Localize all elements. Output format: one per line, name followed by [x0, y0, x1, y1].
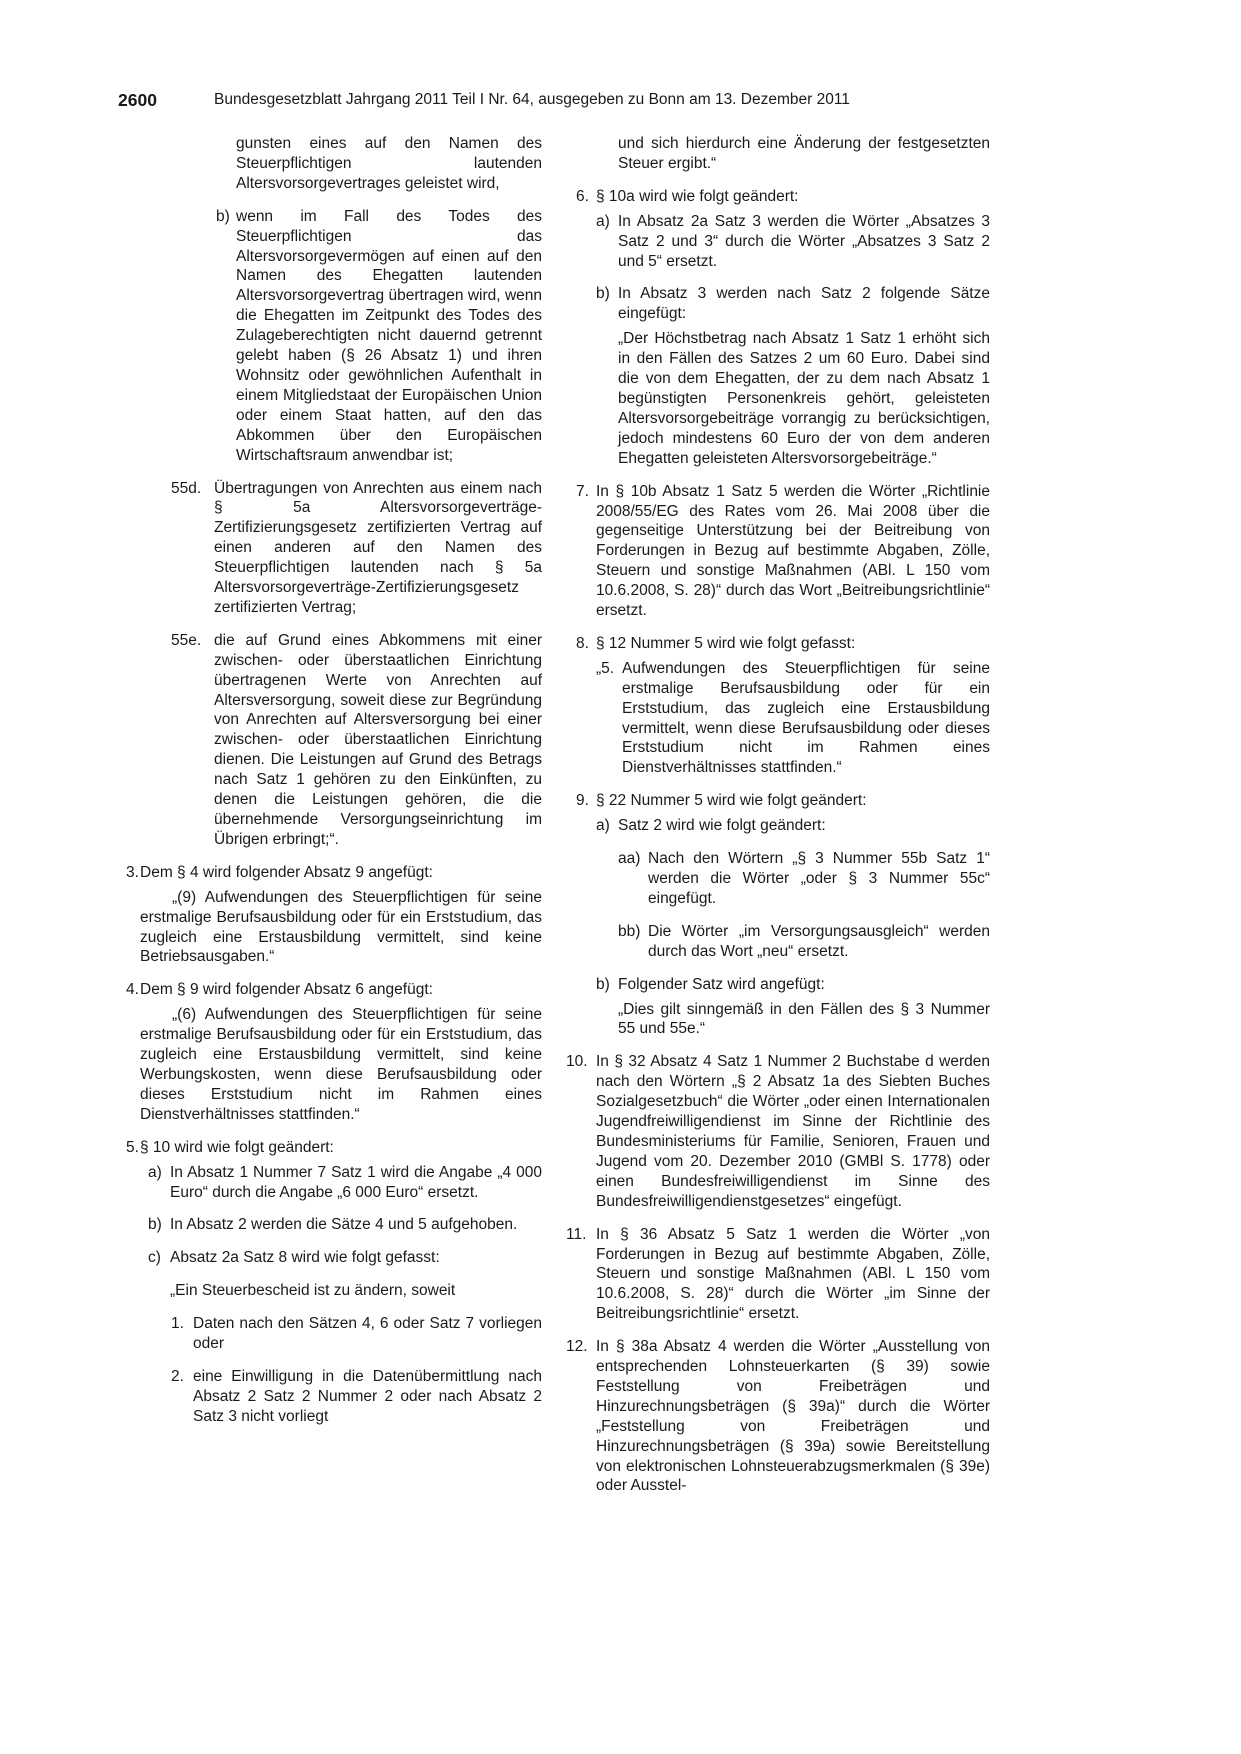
- list-marker: 55d.: [171, 479, 202, 497]
- list-item-text: In Absatz 1 Nummer 7 Satz 1 wird die Angabe „4 000 Euro“ durch die Angabe „6 000 Euro“ ersetzt.: [170, 1163, 542, 1201]
- page-number: 2600: [118, 90, 157, 110]
- paragraph-text: gunsten eines auf den Namen des Steuerpflichtigen lautenden Altersvorsorgevertrages geleistet wird,: [236, 135, 542, 192]
- list-marker: a): [596, 817, 610, 835]
- list-marker: a): [596, 212, 610, 230]
- continuation-paragraph: [566, 134, 990, 174]
- list-marker: bb): [618, 922, 641, 940]
- list-marker: 12.: [566, 1338, 588, 1356]
- list-marker: c): [148, 1249, 161, 1267]
- list-item-text: eine Einwilligung in die Datenübermittlung nach Absatz 2 Satz 2 Nummer 2 oder nach Absatz 2 Satz 3 nicht vorliegt: [193, 1367, 542, 1425]
- list-item-text: Satz 2 wird wie folgt geändert:: [618, 817, 826, 835]
- list-item-text: wenn im Fall des Todes des Steuerpflichtigen das Altersvorsorgevermögen auf einen auf den Namen des Ehegatten lautenden Altersvorsorgevertrag übertragen wird, wenn die Ehegatten im Zeitpunkt des Todes des Zulageberechtigten nicht dauernd getrennt gelebt haben (§ 26 Absatz 1) und ihren Wohnsitz oder gewöhnlichen Aufenthalt in einem Mitgliedstaat der Europäischen Union oder einem Staat hatten, auf den das Abkommen über den Europäischen Wirtschaftsraum anwendbar ist;: [236, 207, 542, 464]
- list-item-text: § 12 Nummer 5 wird wie folgt gefasst:: [596, 634, 856, 652]
- list-marker: 9.: [576, 792, 589, 810]
- list-item-text: In Absatz 3 werden nach Satz 2 folgende Sätze eingefügt:: [618, 285, 990, 323]
- list-item-text: Folgender Satz wird angefügt:: [618, 975, 825, 993]
- list-item-5c: [118, 1248, 542, 1268]
- list-marker: 10.: [566, 1053, 588, 1071]
- list-item-6a: [566, 212, 990, 272]
- quote-text: „(9) Aufwendungen des Steuerpflichtigen für seine erstmalige Berufsausbildung oder für ein Erststudium, das zugleich eine Erstausbildung vermittelt, sind keine Betriebsausgaben.“: [140, 888, 542, 966]
- list-item-5c-1: [118, 1314, 542, 1354]
- list-item-9b: [566, 975, 990, 995]
- quoted-amendment: [118, 1281, 542, 1301]
- list-marker: 7.: [576, 482, 589, 500]
- list-item-5a: [118, 1163, 542, 1203]
- list-item-6: [566, 187, 990, 207]
- list-item-5: [118, 1138, 542, 1158]
- list-item-text: In § 36 Absatz 5 Satz 1 werden die Wörter „von Forderungen in Bezug auf bestimmte Abgaben, Zölle, Steuern und sonstige Maßnahmen (ABl. L 150 vom 10.6.2008, S. 28)“ durch die Wörter „im Sinne der Beitreibungsrichtlinie“ ersetzt.: [596, 1225, 990, 1323]
- list-marker: „5.: [596, 659, 615, 677]
- list-item-6b: [566, 284, 990, 324]
- list-marker: 3.: [126, 863, 139, 881]
- list-item-3: [118, 863, 542, 883]
- list-item-text: § 10a wird wie folgt geändert:: [596, 187, 799, 205]
- list-item-12: [566, 1337, 990, 1496]
- list-item-55e: [118, 631, 542, 850]
- list-marker: b): [596, 285, 610, 303]
- list-marker: 6.: [576, 187, 589, 205]
- list-item-55d: [118, 479, 542, 618]
- list-item-text: In § 10b Absatz 1 Satz 5 werden die Wörter „Richtlinie 2008/55/EG des Rates vom 26. Mai 2008 über die gegenseitige Unterstützung bei der Beitreibung von Forderungen in Bezug auf bestimmte Abgaben, Zölle, Steuern und sonstige Maßnahmen (ABl. L 150 vom 10.6.2008, S. 28)“ durch das Wort „Beitreibungsrichtlinie“ ersetzt.: [596, 482, 990, 620]
- list-item-text: § 22 Nummer 5 wird wie folgt geändert:: [596, 792, 867, 810]
- continuation-paragraph: [118, 134, 542, 194]
- list-item-4: [118, 980, 542, 1000]
- list-marker: aa): [618, 850, 641, 868]
- quote-text: „Ein Steuerbescheid ist zu ändern, soweit: [170, 1282, 456, 1300]
- quoted-amendment: [118, 1005, 542, 1124]
- list-item-text: Übertragungen von Anrechten aus einem nach § 5a Altersvorsorgeverträge-Zertifizierungsgesetz zertifizierten Vertrag auf einen anderen auf den Namen des Steuerpflichtigen lautenden nach § 5a Altersvorsorgeverträge-Zertifizierungsgesetz zertifizierten Vertrag;: [214, 479, 542, 616]
- quote-text: „Dies gilt sinngemäß in den Fällen des § 3 Nummer 55 und 55e.“: [618, 1000, 990, 1038]
- page-header: [118, 90, 998, 114]
- list-item-8: [566, 634, 990, 654]
- list-item-9aa: [566, 849, 990, 909]
- list-item-text: Die Wörter „im Versorgungsausgleich“ werden durch das Wort „neu“ ersetzt.: [648, 922, 990, 960]
- list-item-text: Dem § 9 wird folgender Absatz 6 angefügt:: [140, 981, 433, 999]
- quoted-amendment: [566, 329, 990, 468]
- list-marker: 4.: [126, 981, 139, 999]
- quote-text: Aufwendungen des Steuerpflichtigen für seine erstmalige Berufsausbildung oder für ein Erststudium, das zugleich eine Erstausbildung vermittelt, wenn diese Berufsausbildung oder dieses Erststudium nicht im Rahmen eines Dienstverhältnisses stattfinden.“: [622, 659, 990, 777]
- list-item-b: [118, 207, 542, 466]
- list-marker: b): [148, 1216, 162, 1234]
- list-marker: 2.: [171, 1367, 184, 1385]
- list-marker: b): [216, 207, 230, 225]
- paragraph-text: und sich hierdurch eine Änderung der festgesetzten Steuer ergibt.“: [618, 135, 990, 172]
- list-item-text: Dem § 4 wird folgender Absatz 9 angefügt:: [140, 863, 433, 881]
- list-item-text: die auf Grund eines Abkommens mit einer zwischen- oder überstaatlichen Einrichtung übertragenen Werte von Anrechten auf Altersversorgung, soweit diese zur Begründung von Anrechten auf Altersversorgung bei einer zwischen- oder überstaatlichen Einrichtung dienen. Die Leistungen auf Grund des Betrags nach Satz 1 gehören zu den Einkünften, zu denen die Leistungen gehören, die die übernehmende Versorgungseinrichtung im Übrigen erbringt;“.: [214, 631, 542, 848]
- running-title: Bundesgesetzblatt Jahrgang 2011 Teil I Nr. 64, ausgegeben zu Bonn am 13. Dezember 2011: [214, 91, 850, 108]
- list-item-9: [566, 791, 990, 811]
- list-item-text: Daten nach den Sätzen 4, 6 oder Satz 7 vorliegen oder: [193, 1315, 542, 1353]
- list-marker: 8.: [576, 634, 589, 652]
- quoted-amendment: [118, 888, 542, 968]
- list-marker: 5.: [126, 1138, 139, 1156]
- list-item-10: [566, 1052, 990, 1211]
- list-item-text: In Absatz 2 werden die Sätze 4 und 5 aufgehoben.: [170, 1216, 518, 1234]
- list-item-text: § 10 wird wie folgt geändert:: [140, 1138, 334, 1156]
- quote-text: „(6) Aufwendungen des Steuerpflichtigen für seine erstmalige Berufsausbildung oder für ein Erststudium, das zugleich eine Erstausbildung vermittelt, sind keine Werbungskosten, wenn diese Berufsausbildung oder dieses Erststudium nicht im Rahmen eines Dienstverhältnisses stattfinden.“: [140, 1006, 542, 1123]
- quote-text: „Der Höchstbetrag nach Absatz 1 Satz 1 erhöht sich in den Fällen des Satzes 2 um 60 Euro. Dabei sind die von dem Ehegatten, der zu dem nach Absatz 1 begünstigten Personenkreis gehört, geleisteten Altersvorsorgebeiträge vorrangig zu berücksichtigen, jedoch mindestens 60 Euro der von dem anderen Ehegatten geleisteten Altersvorsorgebeiträge.“: [618, 330, 990, 467]
- list-item-5b: [118, 1215, 542, 1235]
- list-item-11: [566, 1225, 990, 1325]
- list-item-text: Nach den Wörtern „§ 3 Nummer 55b Satz 1“ werden die Wörter „oder § 3 Nummer 55c“ eingefügt.: [648, 850, 990, 907]
- quoted-amendment: [566, 1000, 990, 1040]
- quoted-amendment: [566, 659, 990, 778]
- list-item-9bb: [566, 922, 990, 962]
- list-item-7: [566, 482, 990, 621]
- list-marker: 11.: [566, 1225, 587, 1243]
- list-item-text: In § 38a Absatz 4 werden die Wörter „Ausstellung von entsprechenden Lohnsteuerkarten (§ 39) sowie Feststellung von Freibeträgen und Hinzurechnungsbeträgen (§ 39a)“ durch die Wörter „Feststellung von Freibeträgen und Hinzurechnungsbeträgen (§ 39a) sowie Bereitstellung von elektronischen Lohnsteuerabzugsmerkmalen (§ 39e) oder Ausstel-: [596, 1338, 990, 1495]
- list-item-text: In § 32 Absatz 4 Satz 1 Nummer 2 Buchstabe d werden nach den Wörtern „§ 2 Absatz 1a des Siebten Buches Sozialgesetzbuch“ die Wörter „oder einen Internationalen Jugendfreiwilligendienst im Sinne der Richtlinie des Bundesministeriums für Familie, Senioren, Frauen und Jugend vom 20. Dezember 2010 (GMBl S. 1778) oder einen Bundesfreiwilligendienst im Sinne des Bundesfreiwilligendienstgesetzes“ eingefügt.: [596, 1053, 990, 1210]
- list-item-9a: [566, 816, 990, 836]
- list-item-text: Absatz 2a Satz 8 wird wie folgt gefasst:: [170, 1249, 440, 1267]
- list-marker: a): [148, 1163, 162, 1181]
- list-item-5c-2: [118, 1367, 542, 1427]
- list-marker: 55e.: [171, 631, 202, 649]
- left-column: [118, 134, 542, 1440]
- list-item-text: In Absatz 2a Satz 3 werden die Wörter „Absatzes 3 Satz 2 und 3“ durch die Wörter „Absatzes 3 Satz 2 und 5“ ersetzt.: [618, 212, 990, 270]
- list-marker: b): [596, 975, 610, 993]
- right-column: [566, 134, 990, 1509]
- list-marker: 1.: [171, 1315, 184, 1333]
